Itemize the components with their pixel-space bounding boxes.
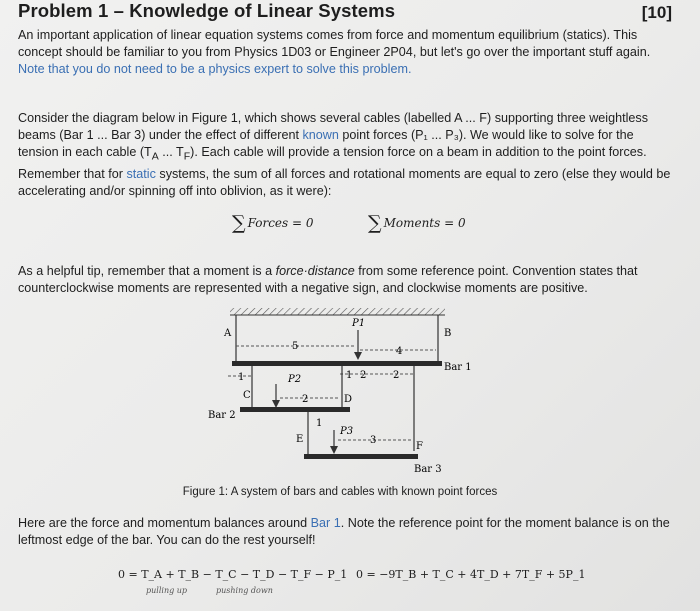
bottom-text: . Note the reference point for the moment balance is on the leftmost edge of the bar. You can do the rest yourself!: [18, 516, 670, 547]
dim-1a: 1: [238, 372, 245, 383]
static-highlight: static: [126, 166, 156, 181]
force-balance-equation: 0 = T_A + T_B − T_C − T_D − T_F − P_1: [118, 568, 348, 581]
description-text: Consider the diagram below in Figure 1, which shows several cables (labelled A ... F) supporting three weightless beams (Bar 1 ... Bar 3) under the effect of different: [18, 111, 649, 142]
subscript: F: [183, 150, 191, 163]
description-text: systems, the sum of all forces and rotational moments are equal to zero (else they would be accelerating and/or spinning off into oblivion, as it were):: [18, 166, 671, 198]
moments-text: Moments = 0: [383, 216, 466, 230]
description-paragraph: [18, 110, 673, 200]
description-text: ... T: [158, 145, 184, 159]
dim-5: 5: [292, 341, 299, 352]
intro-text: An important application of linear equation systems comes from force and momentum equilibrium (statics). This concept should be familiar to you from Physics 1D03 or Engineer 2P04, but let's go over the important stuff again.: [18, 28, 651, 59]
problem-points: [10]: [641, 3, 672, 22]
sigma-icon: ∑: [368, 212, 382, 234]
subscript: A: [151, 150, 159, 163]
label-bar2: Bar 2: [208, 410, 236, 421]
tip-paragraph: [18, 263, 673, 297]
known-highlight: known: [302, 128, 339, 142]
label-p1: P1: [352, 318, 366, 329]
bottom-text: Here are the force and momentum balances around: [18, 516, 311, 530]
description-text: ). Each cable will provide a tension force on a beam in addition to the point forces. Remember that for: [18, 145, 647, 181]
forces-equation: [232, 212, 314, 234]
label-p3: P3: [340, 426, 354, 437]
dim-2c: 2: [302, 394, 309, 405]
dim-1c: 1: [316, 418, 323, 429]
dim-3: 3: [370, 435, 377, 446]
label-a: A: [224, 328, 232, 339]
label-b: B: [444, 328, 452, 339]
arrow-head-icon: [354, 352, 362, 360]
label-bar1: Bar 1: [444, 362, 472, 373]
bar-2: [240, 407, 350, 412]
label-p2: P2: [288, 374, 302, 385]
dim-2b: 2: [393, 370, 400, 381]
pulling-up-label: pulling up: [146, 586, 188, 595]
dim-2a: 2: [360, 370, 367, 381]
label-f: F: [416, 441, 423, 452]
bars-cables-diagram: [200, 306, 480, 486]
tip-text: from some reference point. Convention states that counterclockwise moments are represented with a negative sign, and clockwise moments are positive.: [18, 264, 638, 295]
pushing-down-label: pushing down: [216, 586, 273, 595]
sigma-icon: ∑: [232, 212, 246, 234]
dim-4: 4: [396, 346, 403, 357]
description-text: point forces (P₁ ... P₃). We would like to solve for the tension in each cable (T: [18, 128, 634, 159]
arrow-head-icon: [330, 446, 338, 454]
ceiling-hatch: [230, 308, 445, 315]
bar1-highlight: Bar 1: [310, 516, 341, 530]
intro-paragraph: [18, 27, 673, 78]
bottom-paragraph: [18, 515, 673, 549]
label-bar3: Bar 3: [414, 464, 442, 475]
label-c: C: [243, 390, 251, 401]
tip-italic: force·distance: [275, 264, 355, 278]
intro-note: Note that you do not need to be a physics expert to solve this problem.: [18, 62, 412, 76]
arrow-head-icon: [272, 400, 280, 408]
problem-title: Problem 1 – Knowledge of Linear Systems: [18, 0, 396, 21]
forces-text: Forces = 0: [247, 216, 314, 230]
label-d: D: [344, 394, 353, 405]
bar-3: [304, 454, 418, 459]
tip-text: As a helpful tip, remember that a moment is a: [18, 264, 276, 278]
figure-caption: Figure 1: A system of bars and cables with known point forces: [182, 486, 498, 498]
moment-balance-equation: 0 = −9T_B + T_C + 4T_D + 7T_F + 5P_1: [356, 568, 586, 581]
moments-equation: [368, 212, 466, 234]
dim-1b: 1: [346, 370, 353, 381]
bar-1: [232, 361, 442, 366]
label-e: E: [296, 434, 304, 445]
